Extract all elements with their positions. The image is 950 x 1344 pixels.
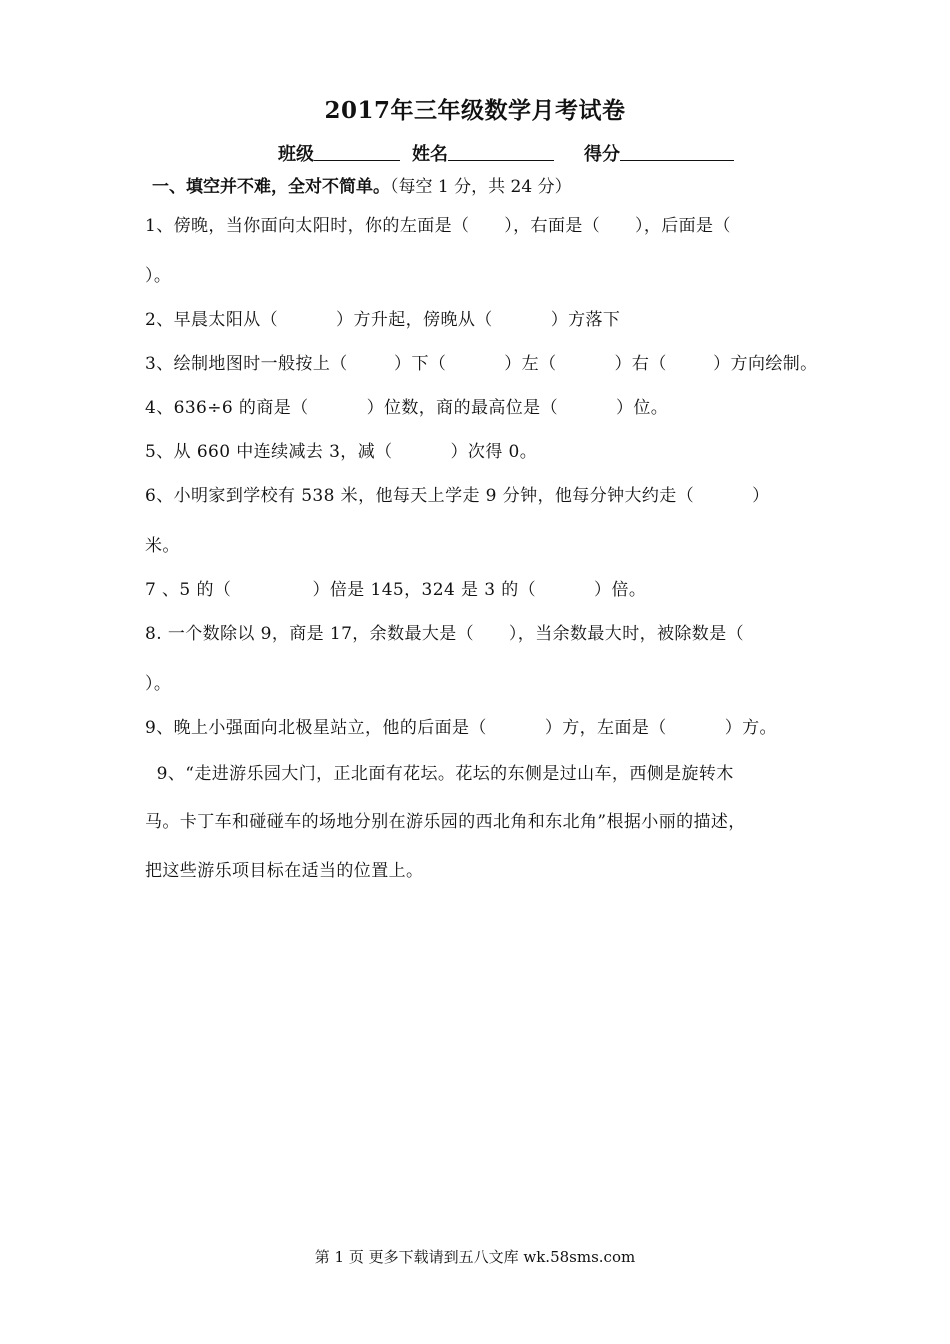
question-line: 2、早晨太阳从（ ）方升起，傍晚从（ ）方落下	[145, 310, 621, 330]
class-blank	[314, 142, 400, 161]
question-line: 5、从 660 中连续减去 3，减（ ）次得 0。	[145, 442, 538, 462]
question-line: 4、636÷6 的商是（ ）位数，商的最高位是（ ）位。	[145, 398, 669, 418]
student-info-row	[278, 140, 734, 166]
section-heading-text: 一、填空并不难，全对不简单。	[152, 177, 390, 197]
name-label: 姓名	[412, 144, 448, 165]
question-line: ）。	[145, 266, 172, 286]
question-line: 马。卡丁车和碰碰车的场地分别在游乐园的西北角和东北角”根据小丽的描述，	[145, 812, 746, 832]
section-score-note: （每空 1 分，共 24 分）	[390, 177, 572, 197]
section-heading	[152, 172, 572, 197]
question-line: 6、小明家到学校有 538 米，他每天上学走 9 分钟，他每分钟大约走（ ）	[145, 486, 770, 506]
question-line: 3、绘制地图时一般按上（ ）下（ ）左（ ）右（ ）方向绘制。	[145, 354, 818, 374]
page-footer: 第 1 页 更多下载请到五八文库 wk.58sms.com	[314, 1248, 636, 1266]
question-line: 米。	[145, 536, 180, 556]
question-line: 9、“走进游乐园大门，正北面有花坛。花坛的东侧是过山车，西侧是旋转木	[145, 764, 734, 784]
score-blank	[620, 142, 734, 161]
question-line: 9、晚上小强面向北极星站立，他的后面是（ ）方，左面是（ ）方。	[145, 718, 777, 738]
class-label: 班级	[278, 144, 314, 165]
question-line: 7 、5 的（ ）倍是 145，324 是 3 的（ ）倍。	[145, 580, 647, 600]
score-label: 得分	[584, 144, 620, 165]
question-line: 把这些游乐项目标在适当的位置上。	[145, 861, 424, 881]
question-line: ）。	[145, 674, 172, 694]
name-blank	[448, 142, 554, 161]
page-title: 2017年三年级数学月考试卷	[324, 97, 626, 124]
question-line: 8. 一个数除以 9，商是 17，余数最大是（ ），当余数最大时，被除数是（	[145, 624, 745, 644]
question-line: 1、傍晚，当你面向太阳时，你的左面是（ ），右面是（ ），后面是（	[145, 216, 731, 236]
